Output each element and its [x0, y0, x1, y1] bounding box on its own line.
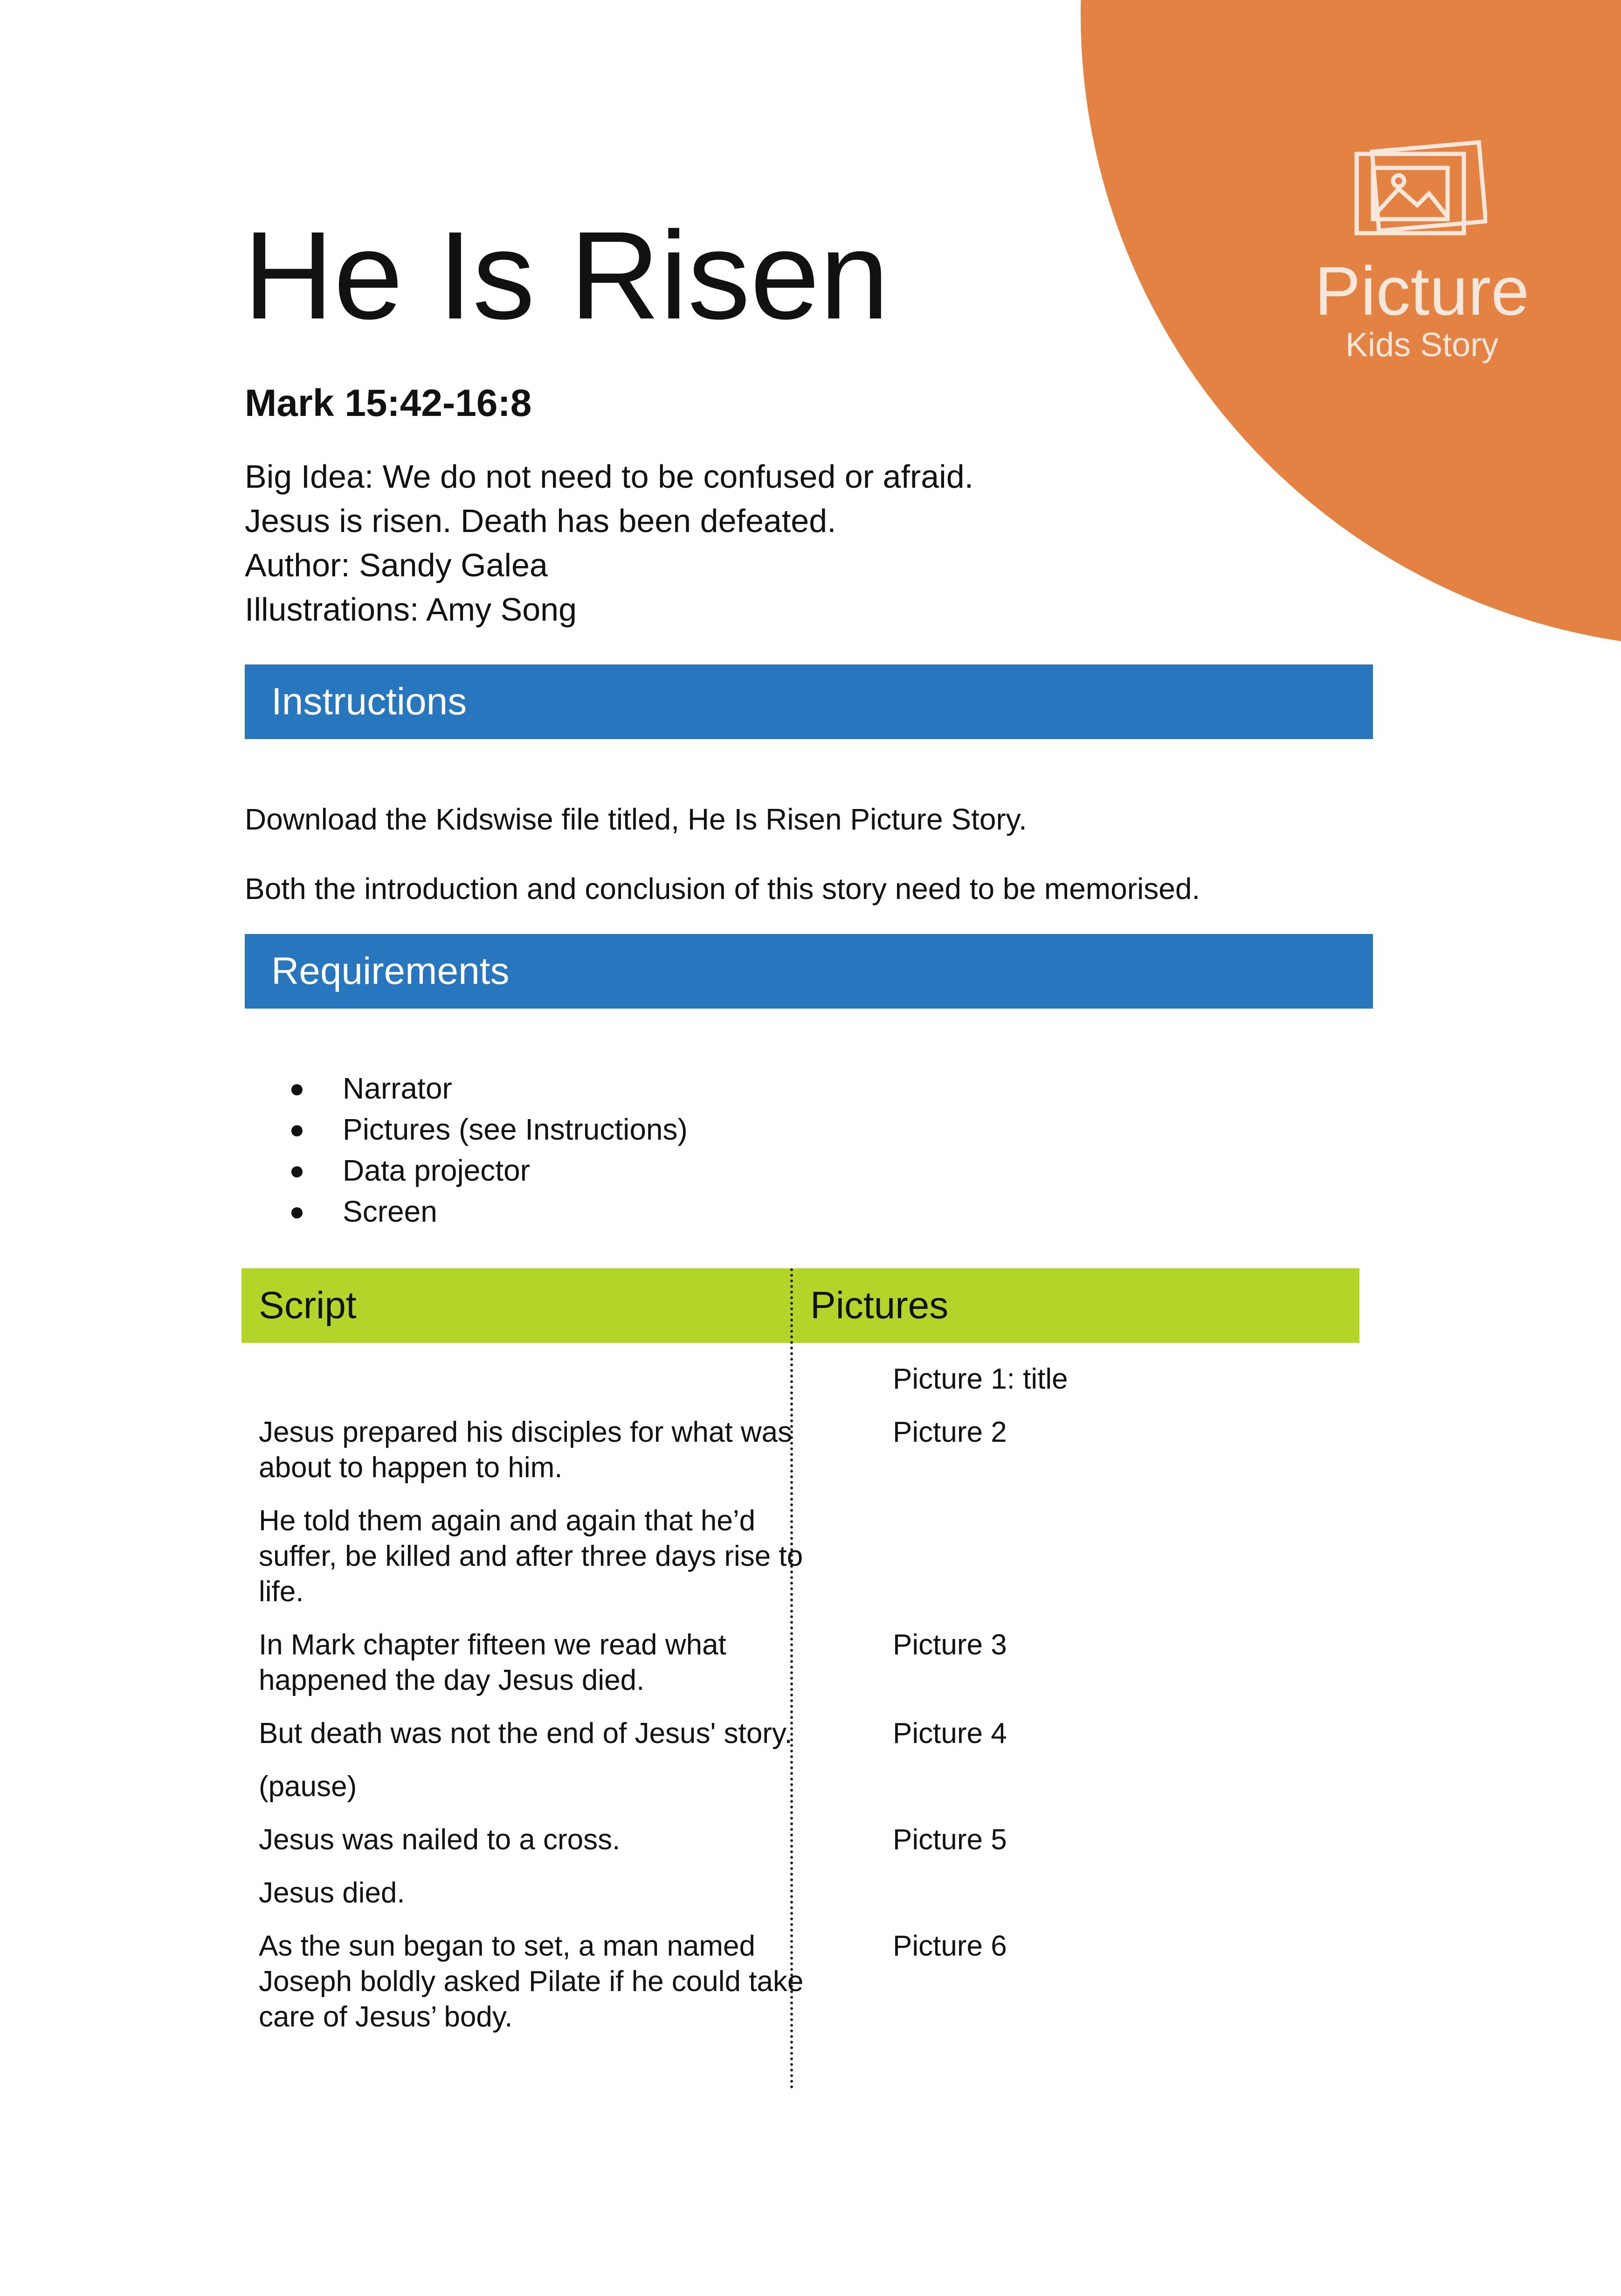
picture-cell: Picture 4 — [893, 1717, 1007, 1750]
big-idea-line-2: Jesus is risen. Death has been defeated. — [245, 503, 836, 539]
page-title: He Is Risen — [243, 205, 890, 345]
table-row — [259, 1716, 1350, 1751]
script-table-body — [259, 1362, 1350, 2053]
story-meta — [245, 455, 973, 632]
script-cell: (pause) — [259, 1770, 357, 1803]
table-row — [259, 1503, 1350, 1610]
list-item: ● Screen — [289, 1191, 688, 1232]
picture-cell — [809, 1769, 1350, 1805]
bullet-icon: ● — [289, 1073, 305, 1103]
illustrations-line: Illustrations: Amy Song — [245, 591, 577, 628]
script-cell — [259, 1362, 809, 1397]
script-column-header: Script — [241, 1268, 792, 1343]
pictures-column-header: Pictures — [792, 1268, 1359, 1343]
list-item: ● Narrator — [289, 1068, 688, 1109]
picture-cell: Picture 3 — [893, 1629, 1007, 1661]
table-row — [259, 1362, 1350, 1397]
big-idea-line: Big Idea: We do not need to be confused or afraid. — [245, 458, 974, 495]
badge-subtitle: Kids Story — [1345, 326, 1499, 364]
scripture-reference: Mark 15:42-16:8 — [245, 382, 532, 424]
requirements-list — [289, 1068, 688, 1232]
requirements-heading: Requirements — [245, 934, 1373, 1009]
table-row — [259, 1627, 1350, 1698]
script-cell: As the sun began to set, a man named Joseph boldly asked Pilate if he could take care of Jesus’ body. — [259, 1930, 804, 2033]
picture-cell: Picture 6 — [893, 1930, 1007, 1962]
script-cell: In Mark chapter fifteen we read what happened the day Jesus died. — [259, 1629, 726, 1696]
bullet-icon: ● — [289, 1196, 305, 1226]
picture-cell: Picture 2 — [893, 1416, 1007, 1448]
picture-cell — [809, 1875, 1350, 1911]
instructions-paragraph: Download the Kidswise file titled, He Is Risen Picture Story. — [245, 802, 1027, 836]
bullet-icon: ● — [289, 1114, 305, 1144]
picture-frame-icon — [1347, 135, 1487, 242]
picture-cell — [809, 1503, 1350, 1610]
table-row — [259, 1875, 1350, 1911]
script-cell: He told them again and again that he’d suffer, be killed and after three days rise to life. — [259, 1505, 803, 1608]
script-cell: Jesus died. — [259, 1877, 405, 1909]
badge-title: Picture — [1314, 253, 1530, 330]
instructions-heading: Instructions — [245, 664, 1373, 739]
script-cell: Jesus was nailed to a cross. — [259, 1824, 621, 1856]
script-cell: Jesus prepared his disciples for what was about to happen to him. — [259, 1416, 793, 1484]
bullet-icon: ● — [289, 1155, 305, 1185]
author-line: Author: Sandy Galea — [245, 547, 548, 583]
picture-cell: Picture 5 — [893, 1824, 1007, 1856]
table-row — [259, 1822, 1350, 1858]
picture-cell: Picture 1: title — [893, 1363, 1068, 1395]
script-cell: But death was not the end of Jesus' story. — [259, 1717, 793, 1750]
list-item: ● Pictures (see Instructions) — [289, 1109, 688, 1150]
list-item: ● Data projector — [289, 1150, 688, 1191]
table-row — [259, 1769, 1350, 1805]
instructions-paragraph: Both the introduction and conclusion of this story need to be memorised. — [245, 872, 1200, 906]
table-row — [259, 1415, 1350, 1486]
table-row — [259, 1929, 1350, 2035]
